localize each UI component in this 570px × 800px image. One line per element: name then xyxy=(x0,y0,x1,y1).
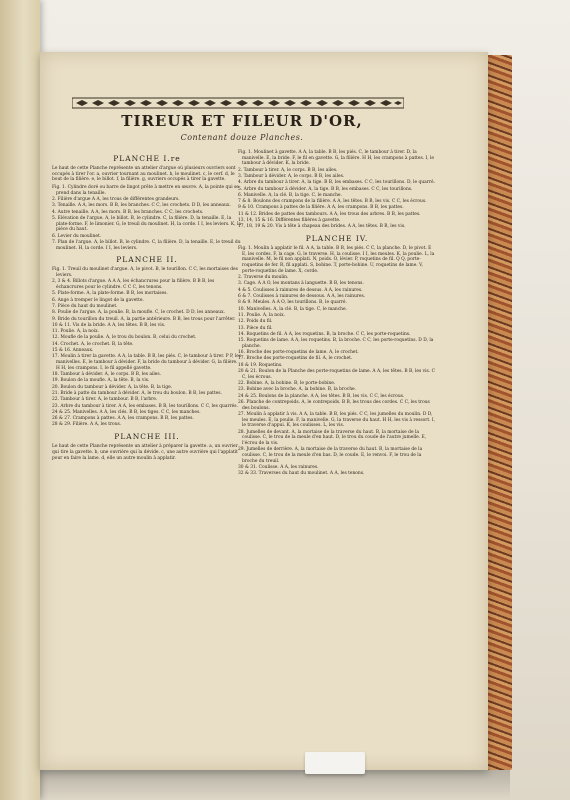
legend-item: 26 & 27. Crampons à pattes. A A, les crampons. B B, les pattes. xyxy=(52,416,194,422)
plate-4-items xyxy=(238,246,436,477)
legend-item: 7. Pièce du haut du moulinet. xyxy=(52,304,118,309)
legend-item: 8. Poulie de l'argue. A, la poulie. B, la moufle. C, le crochet. D D, les anneaux. xyxy=(52,310,225,316)
page-shadow xyxy=(40,770,510,800)
legend-item: 5. Elévation de l'argue. A, le billot. B, le cylindre. C, la filière. D, la tenaille. E, la plate-forme. F, le limonier. G, le treuil du moulinet. H, la corde. I I, les leviers. K, la pièce du haut. xyxy=(52,216,241,233)
legend-item: 6. Manivelle. A, la clé. B, la tige. C, le manche. xyxy=(238,192,342,198)
legend-item: 12. Moufle de la poulie. A, le trou du boulon. B, celui du crochet. xyxy=(52,335,197,341)
legend-item: 30 & 31. Coulisse. A A, les rainures. xyxy=(238,465,319,471)
legend-item: 28 & 29. Filière. A A, les trous. xyxy=(52,422,122,428)
legend-item: Fig. 1. Moulinet à gavette. A A, la table. B B, les piés. C, le tambour à tirer. D, la manivelle. E, la bride. F, le fil en gavette. G, la filière. H H, les crampons à pattes. I, le tambour à dévider. K, la bride. xyxy=(238,150,435,167)
legend-item: 23. Bobine avec la broche. A, la bobine. B, la broche. xyxy=(238,387,357,393)
legend-item: 23. Arbre du tambour à tirer. A A, les embases. B B, les tourillons. C C, les quarrés. xyxy=(52,403,238,409)
legend-item: 11 & 12. Brides de pattes des tambours. A A, les trous des arbres. B B, les pattes. xyxy=(238,211,421,217)
legend-item: 6. Ange à tremper le lingot de la gavette. xyxy=(52,297,144,303)
legend-item: 22. Tambour à tirer. A, le tambour. B B, l'arbre. xyxy=(52,397,158,403)
plate-heading-4: PLANCHE IV. xyxy=(305,234,369,244)
legend-item: Fig. 1. Moulin à applatir le fil. A A, la table. B B, les piés. C C, la planche. D, le pivot. E E, les cordes. F, la cage. G, le traverse. H, la coulisse. I I, les meules. K, la poulie. L, la manivelle. M, le fil non applati. N, poids. O, lévier. P, roquetins de fil. Q Q, porte-roquetins de fer. R, fil applati. S, bobine. T, porte-bobine. U, roquetins de lame. V, porte-roquetins de lame. X, corde. xyxy=(238,246,435,274)
legend-item: 10. Manivelles. A, la clé. B, la tige. C, le manche. xyxy=(238,306,347,312)
legend-item: 16. Broche des porte-roquetins de lame. A, le crochet. xyxy=(238,350,359,356)
legend-item: 21. Bride à patte du tambour à dévider. A, le trou du boulon. B B, les pattes. xyxy=(52,390,222,396)
legend-item: Fig. 1. Cylindre doré ou barre de lingot prête à mettre en œuvre. A, la pointe qui se prend dans la tenaille. xyxy=(52,185,239,196)
legend-item: 4. Autre tenaille. A A, les mors. B B, les branches. C C, les crochets. xyxy=(52,209,204,215)
legend-item: 18. Tambour à dévider. A, le corps. B B, les ailes. xyxy=(52,372,162,378)
legend-item: 3. Tambour à dévider. A, le corps. B B, les ailes. xyxy=(238,174,345,179)
plate-heading-1: PLANCHE I.re xyxy=(113,154,181,163)
document-subtitle: Contenant douze Planches. xyxy=(180,133,304,142)
legend-item: 20. Boulon du tambour à dévider. A, la tête. B, la tige. xyxy=(52,384,173,390)
legend-item: 20 & 21. Boulon de la Planche des porte-roquetins de lame. A A, les têtes. B B, les vis. C C, les écrous. xyxy=(238,369,435,380)
legend-item: 17. Moulin à tirer la gavette. A A, la table. B B, les piés. C, le tambour à tirer. P P, les manivelles. E, le tambour à dévider. F, la bride du tambour à dévider. G, la filière. H H, les crampons. I, le fil appellé gavette. xyxy=(52,354,242,371)
legend-item: 11. Poulie. A, la noix. xyxy=(238,312,285,318)
left-column xyxy=(52,150,242,463)
legend-item: 17, 18, 19 & 20. Vis à tête à chapeau des brides. A A, les têtes. B B, les vis. xyxy=(238,224,406,230)
plate-heading-3: PLANCHE III. xyxy=(114,432,180,442)
legend-item: 2, 3 & 4. Billots d'argue. A A A, les échancrures pour la filière. B B B, les échancrures pour le cylindre. C C C, les tenons. xyxy=(52,279,215,291)
legend-item: 10 & 11. Vis de la bride. A A, les têtes. B B, les vis. xyxy=(52,322,166,328)
legend-item: 4 & 5. Coulisses à rainures de dessus. A A, les rainures. xyxy=(238,287,363,293)
plate-3-items xyxy=(238,150,436,230)
legend-item: 13. Pièce du fil. xyxy=(238,325,273,331)
legend-item: 14. Crochet. A, le crochet. B, la tête. xyxy=(52,341,134,347)
legend-item: 18 & 19. Roquetins. xyxy=(238,362,283,368)
legend-item: 2. Traverse du moulin. xyxy=(238,275,289,281)
legend-item: 28. Jumelles de devant. A, la mortaise de la traverse du haut. B, la mortaise de la coulisse. C, le trou de la meule d'en haut. D, le trou du coude de l'autre jumelle. E, l'écrou de la vis. xyxy=(238,429,427,447)
legend-item: 24 & 25. Boulons de la planche. A A, les têtes. B B, les vis. C C, les écrous. xyxy=(238,393,405,399)
legend-item: 2. Filière d'argue A A, les trous de différentes grandeurs. xyxy=(52,197,180,203)
legend-item: 26. Planche de contrepoids. A, le contrepoids. B B, les trous des cordes. C C, les trous des boulons. xyxy=(238,399,430,411)
legend-item: 32 & 33. Traverses du haut du moulinet. A A, les tenons. xyxy=(238,471,365,477)
legend-item: 11. Poulie. A, la noix. xyxy=(52,329,99,335)
legend-item: 15. Roquetins de lame. A A, les roquetins. B, la broche. C C, les porte-roquetins. D D, la planche. xyxy=(238,338,434,349)
legend-item: 13, 14, 15 & 16. Différentes filières à gavette. xyxy=(238,218,341,224)
legend-item: 3. Tenaille. A A, les mors. B B, les branches. C C, les crochets. D D, les anneaux. xyxy=(52,203,231,209)
legend-item: 17. Broche des porte-roquetins de fil. A, le crochet. xyxy=(238,356,353,362)
legend-item: 6. Levier du moulinet. xyxy=(52,233,102,239)
book-stand xyxy=(305,752,365,774)
legend-item: 9 & 10. Crampons à pattes de la filière. A A, les crampons. B B, les pattes. xyxy=(238,205,404,211)
legend-item: 5. Plate-forme. A, la plate-forme. B B, les mortaises. xyxy=(52,291,168,297)
plate-1-items xyxy=(52,185,242,251)
legend-item: 15 & 16. Anneaux. xyxy=(52,348,94,354)
legend-item: 19. Boulon de la moufle. A, la tête. B, la vis. xyxy=(52,378,150,384)
legend-item: 2. Tambour à tirer. A, le corps. B B, les ailes. xyxy=(238,167,338,173)
plate-2-items xyxy=(52,267,242,428)
legend-item: Fig. 1. Treuil du moulinet d'argue. A, le pivot. B, le tourillon. C C, les mortaises des leviers. xyxy=(52,267,238,279)
legend-item: 6 & 7. Coulisses à rainures de dessous. A A, les rainures. xyxy=(238,294,366,300)
legend-item: 7 & 8. Boulons des crampons de la filière. A A, les têtes. B B, les vis. C C, les écrous. xyxy=(238,199,427,205)
legend-item: 7. Plan de l'argue. A, le billot. B, le cylindre. C, la filière. D, la tenaille. E, le treuil du moulinet. H, la corde. I I, les leviers. xyxy=(52,240,241,251)
legend-item: 27. Moulin à applatir à vis. A A, la table. B B, les piés. C C, les jumelles du moulin. D D, les meules. E, la poulie. F, la manivelle. G, la traverse du haut. H H, les vis à ressort. I, le traverse d'appui. K, les coulisses. L, les vis. xyxy=(238,411,436,429)
plate-1-intro: Le haut de cette Planche représente un attelier d'argue où plusieurs ouvriers sont occupés à tirer l'or. a, ouvrier tournant au moulinet. b, le moulinet. c, le cerf. d, le bout de la filière. e, le billot. f, la filière. g, ouvriers occupés à tirer la gavette. xyxy=(52,166,236,183)
legend-item: 24 & 25. Manivelles. A A, les clés. B B, les tiges. C C, les manches. xyxy=(52,409,201,415)
left-page-edge xyxy=(0,0,40,800)
legend-item: 4. Arbre du tambour à tirer. A, la tige. B B, les embases. C C, les tourillons. D, le quarré. xyxy=(238,180,435,186)
legend-item: 22. Bobine. A, la bobine. B, le porte-bobine. xyxy=(238,381,336,387)
legend-item: 3. Cage. A A O, les montans à languette. B B, les tenons. xyxy=(238,281,364,287)
decorative-border xyxy=(72,96,404,110)
legend-item: 5. Arbre du tambour à dévider. A, la tige. B B, les embases. C C, les tourillons. xyxy=(238,186,413,192)
legend-item: 9. Bride du tourillon du treuil. A, la partie antérieure. B B, les trous pour l'arrêter. xyxy=(52,316,236,322)
plate-heading-2: PLANCHE II. xyxy=(116,255,178,265)
legend-item: 29. Jumelles de derrière. A, la mortaise de la traverse du haut. B, la mortaise de la coulisse. C, le trou de la meule d'en bas. D, le coude. E, le renvoi. F, le trou de la broche du treuil. xyxy=(238,447,423,464)
legend-item: 12. Poids du fil. xyxy=(238,319,273,325)
plate-3-intro: Le haut de cette Planche représente un attelier à préparer la gavette. a, un ouvrier qui tire la gavette. b, une ouvrière qui la dévide. c, une autre ouvrière qui l'applatit pour en faire la lame. d, elle un autre moulin à applatir. xyxy=(52,444,238,461)
legend-item: 8 & 9. Meules. A A O, les tourillons. B, le quarré. xyxy=(238,300,347,306)
document-title: TIREUR ET FILEUR D'OR, xyxy=(121,112,363,130)
right-column xyxy=(238,150,436,478)
legend-item: 14. Roquetins de fil. A A, les roquetins. B, la broche. C C, les porte-roquetins. xyxy=(238,331,411,337)
